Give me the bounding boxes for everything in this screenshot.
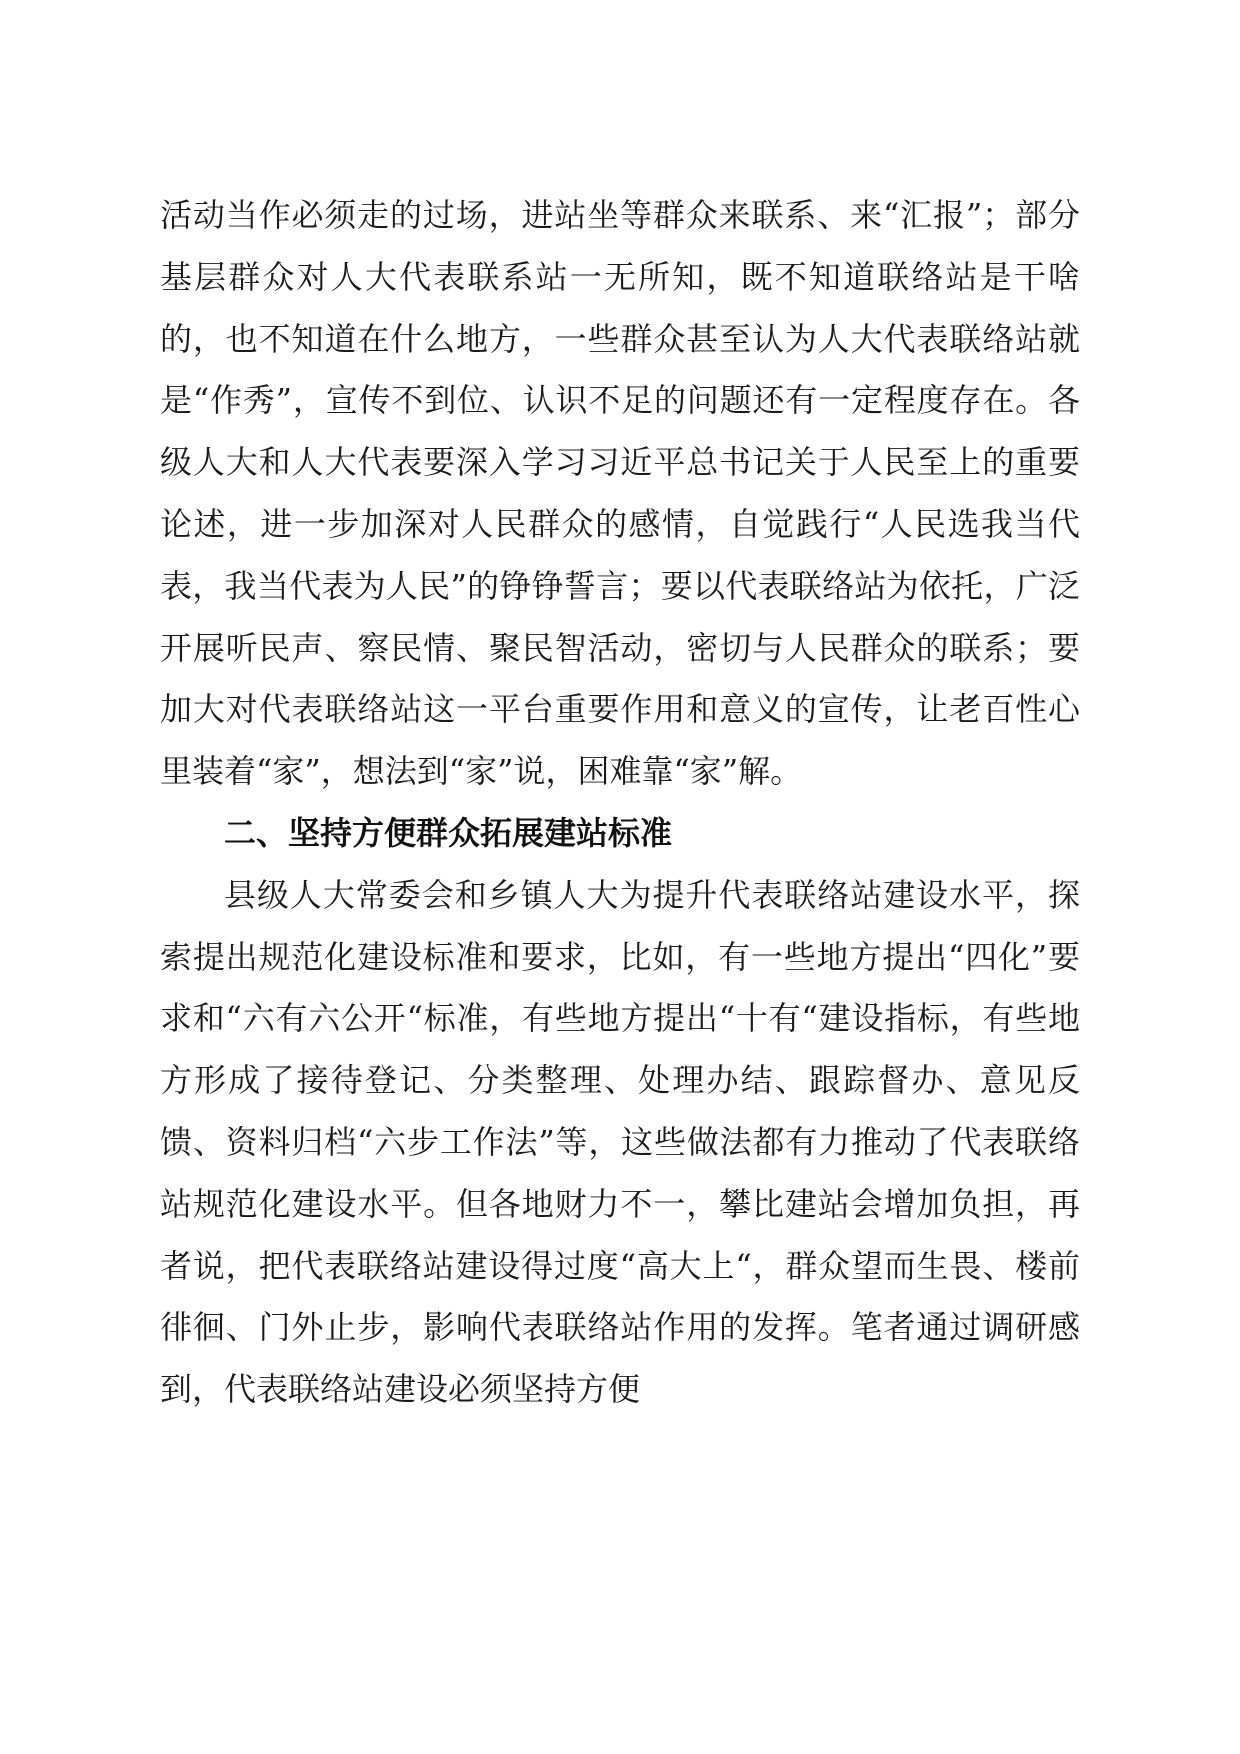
body-paragraph-2: 县级人大常委会和乡镇人大为提升代表联络站建设水平，探索提出规范化建设标准和要求，比如，有一些地方提出“四化”要求和“六有六公开“标准，有些地方提出“十有“建设指标，有些地方形成了接待登记、分类整理、处理办结、跟踪督办、意见反馈、资料归档“六步工作法”等，这些做法都有力推动了代表联络站规范化建设水平。但各地财力不一，攀比建站会增加负担，再者说，把代表联络站建设得过度“高大上“，群众望而生畏、楼前徘徊、门外止步，影响代表联络站作用的发挥。笔者通过调研感到，代表联络站建设必须坚持方便 (160, 875, 1080, 1409)
body-paragraph-1: 活动当作必须走的过场，进站坐等群众来联系、来“汇报”；部分基层群众对人大代表联系站一无所知，既不知道联络站是干啥的，也不知道在什么地方，一些群众甚至认为人大代表联络站就是“作秀”，宣传不到位、认识不足的问题还有一定程度存在。各级人大和人大代表要深入学习习近平总书记关于人民至上的重要论述，进一步加深对人民群众的感情，自觉践行“人民选我当代表，我当代表为人民”的铮铮誓言；要以代表联络站为依托，广泛开展听民声、察民情、聚民智活动，密切与人民群众的联系；要加大对代表联络站这一平台重要作用和意义的宣传，让老百性心里装着“家”，想法到“家”说，困难靠“家”解。 (160, 196, 1080, 791)
section-heading-2: 二、坚持方便群众拓展建站标准 (224, 813, 673, 852)
document-body (160, 185, 1080, 1421)
